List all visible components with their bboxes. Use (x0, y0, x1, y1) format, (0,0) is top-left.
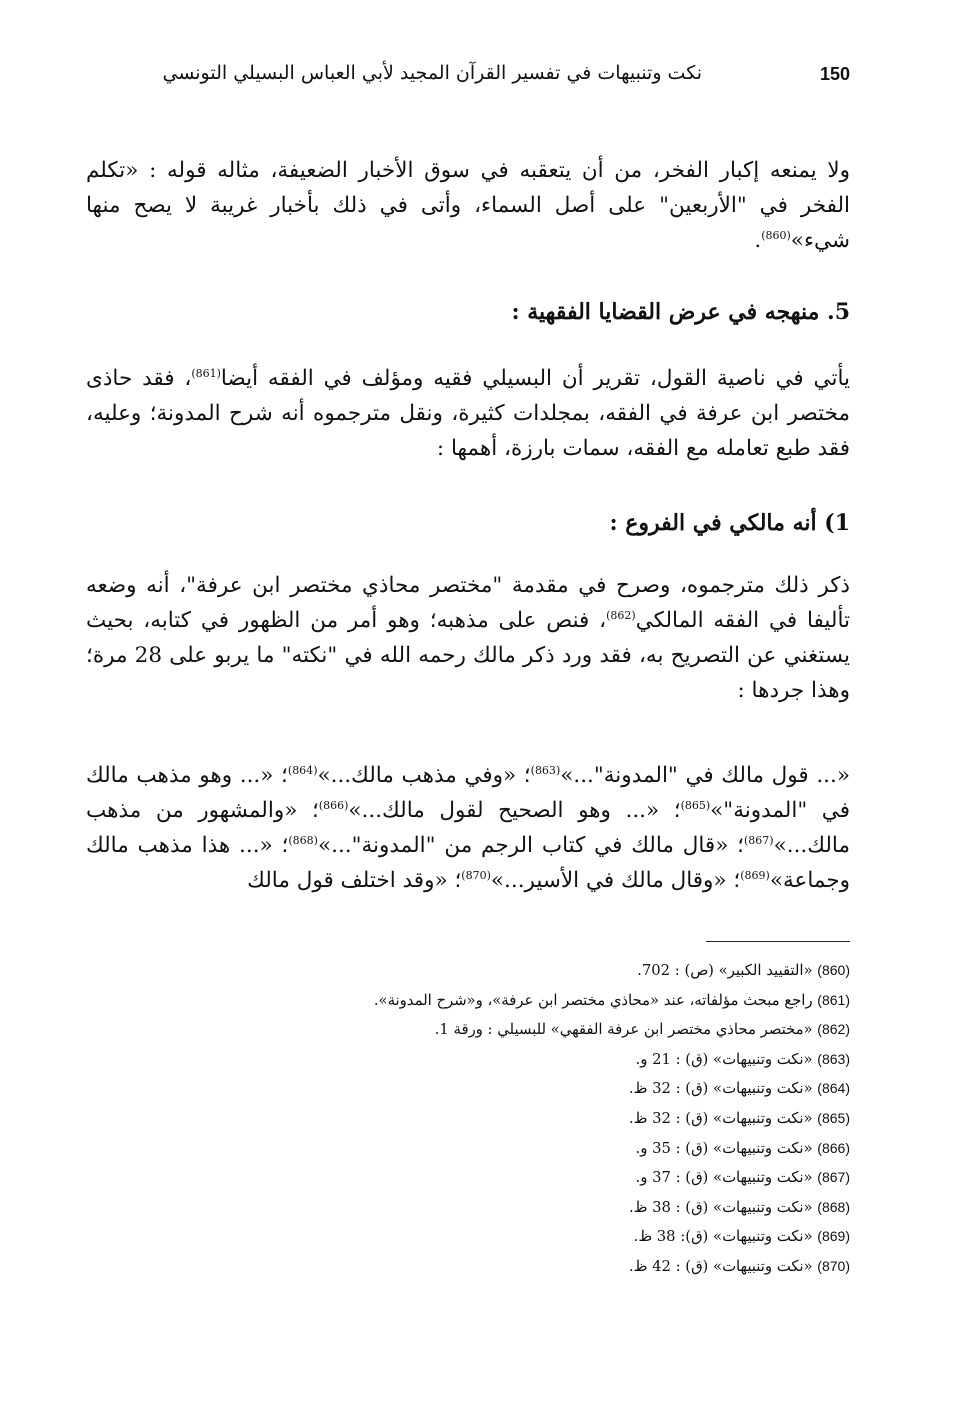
section-text-1: يأتي في ناصية القول، تقرير أن البسيلي فقيه ومؤلف في الفقه أيضا (220, 366, 850, 391)
footnote-866: (866) «نكت وتنبيهات» (ق) : 35 و. (635, 1139, 850, 1157)
section-paragraph (86, 361, 850, 466)
footnote-870: (870) «نكت وتنبيهات» (ق) : 42 ظ. (628, 1257, 850, 1275)
footnote-ref-870[interactable]: (870) (461, 868, 491, 882)
footnote-ref-860[interactable]: (860) (761, 228, 791, 242)
footnote-864: (864) «نكت وتنبيهات» (ق) : 32 ظ. (628, 1080, 850, 1098)
quote-2: ؛ «وفي مذهب مالك...» (317, 763, 531, 788)
footnote-862: (862) «مختصر محاذي مختصر ابن عرفة الفقهي» للبسيلي : ورقة 1. (434, 1021, 850, 1039)
footnote-865: (865) «نكت وتنبيهات» (ق) : 32 ظ. (628, 1109, 850, 1127)
quote-7: ؛ «... هذا مذهب مالك وجماعة» (86, 833, 850, 893)
footnote-861: (861) راجع مبحث مؤلفاته، عند «محاذي مختصر ابن عرفة»، و«شرح المدونة». (373, 991, 850, 1009)
footnote-869: (869) «نكت وتنبيهات» (ق): 38 ظ. (633, 1228, 850, 1246)
maliki-text-2: ، فنص على مذهبه؛ وهو أمر من الظهور في كتابه، بحيث يستغني عن التصريح به، فقد ورد ذكر مالك رحمه الله في "نكته" ما يربو على 28 مرة؛ وهذا جردها : (86, 608, 850, 703)
quote-6: ؛ «قال مالك في كتاب الرجم من "المدونة"...» (317, 833, 744, 858)
footnote-863: (863) «نكت وتنبيهات» (ق) : 21 و. (635, 1050, 850, 1068)
section-text-2: ، فقد حاذى مختصر ابن عرفة في الفقه، بمجلدات كثيرة، ونقل مترجموه أنه شرح المدونة؛ وعليه، فقد طبع تعامله مع الفقه، سمات بارزة، أهمها : (86, 366, 850, 461)
maliki-text-1: ذكر ذلك مترجموه، وصرح في مقدمة "مختصر محاذي مختصر ابن عرفة"، أنه وضعه تأليفا في الفقه المالكي (86, 573, 850, 633)
quote-8: ؛ «وقال مالك في الأسير...» (490, 868, 741, 893)
quotes-paragraph (86, 758, 850, 898)
footnote-ref-863[interactable]: (863) (530, 763, 561, 777)
intro-text: ولا يمنعه إكبار الفخر، من أن يتعقبه في سوق الأخبار الضعيفة، مثاله قوله : «تكلم الفخر في "الأربعين" على أصل السماء، وأتى في ذلك بأخبار غريبة لا يصح منها شيء» (86, 158, 850, 253)
quote-9: ؛ «وقد اختلف قول مالك (247, 868, 462, 893)
maliki-paragraph (86, 568, 850, 708)
footnote-separator (706, 941, 850, 942)
footnotes-list (150, 956, 850, 1282)
footnote-ref-867[interactable]: (867) (744, 833, 774, 847)
quote-1: «... قول مالك في "المدونة"...» (560, 763, 850, 788)
subheading-maliki: 1) أنه مالكي في الفروع : (609, 510, 850, 536)
quote-5: ؛ «والمشهور من مذهب مالك...» (86, 798, 850, 858)
intro-paragraph (86, 153, 850, 258)
footnote-ref-869[interactable]: (869) (740, 868, 770, 882)
footnote-ref-864[interactable]: (864) (287, 763, 318, 777)
footnote-868: (868) «نكت وتنبيهات» (ق) : 38 ظ. (628, 1198, 850, 1216)
footnote-ref-866[interactable]: (866) (318, 798, 349, 812)
footnote-867: (867) «نكت وتنبيهات» (ق) : 37 و. (635, 1169, 850, 1187)
footnote-ref-865[interactable]: (865) (680, 798, 711, 812)
quote-4: ؛ «... وهو الصحيح لقول مالك...» (348, 798, 681, 823)
intro-end: . (754, 228, 762, 253)
quote-3: ؛ «... وهو مذهب مالك في "المدونة"» (86, 763, 850, 823)
section-heading: 5. منهجه في عرض القضايا الفقهية : (511, 299, 850, 325)
page-header (150, 60, 850, 100)
footnote-ref-862[interactable]: (862) (606, 608, 636, 622)
footnote-ref-868[interactable]: (868) (288, 833, 318, 847)
running-title: نكت وتنبيهات في تفسير القرآن المجيد لأبي العباس البسيلي التونسي (162, 62, 702, 84)
footnote-860: (860) «التقييد الكبير» (ص) : 702. (637, 962, 850, 979)
page-number: 150 (819, 64, 850, 84)
footnote-ref-861[interactable]: (861) (191, 366, 221, 380)
